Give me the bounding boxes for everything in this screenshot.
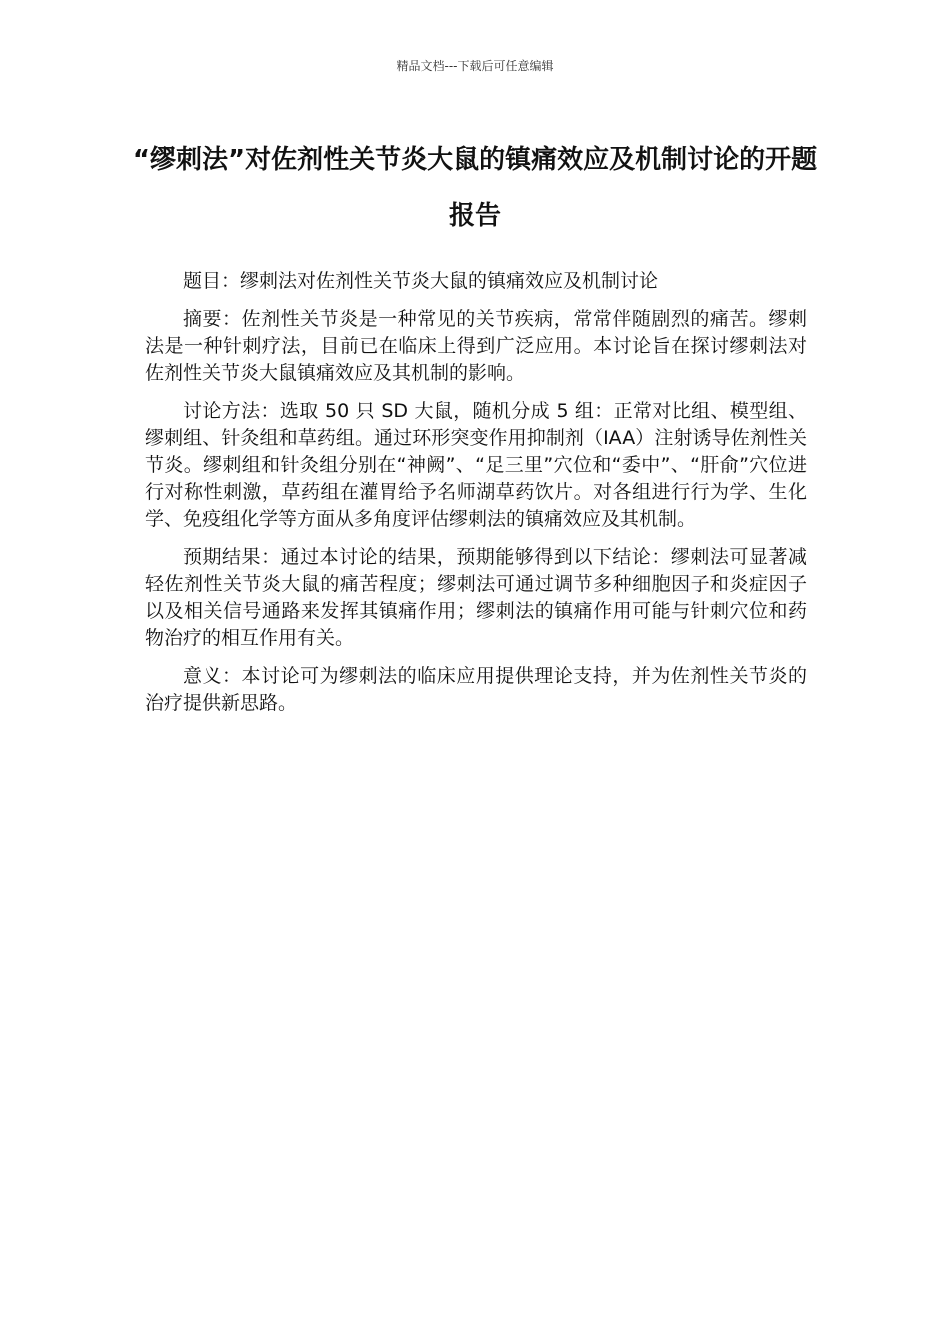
paragraph-expected-results: 预期结果：通过本讨论的结果，预期能够得到以下结论：缪刺法可显著减轻佐剂性关节炎大鼠的痛苦程度；缪刺法可通过调节多种细胞因子和炎症因子以及相关信号通路来发挥其镇痛作用；缪刺法的镇痛作用可能与针刺穴位和药物治疗的相互作用有关。	[145, 546, 807, 649]
header-note: 精品文档---下载后可任意编辑	[396, 59, 554, 73]
document-title: “缪刺法”对佐剂性关节炎大鼠的镇痛效应及机制讨论的开题报告	[132, 145, 818, 231]
paragraph-significance: 意义：本讨论可为缪刺法的临床应用提供理论支持，并为佐剂性关节炎的治疗提供新思路。	[145, 665, 807, 714]
paragraph-abstract: 摘要：佐剂性关节炎是一种常见的关节疾病，常常伴随剧烈的痛苦。缪刺法是一种针刺疗法，目前已在临床上得到广泛应用。本讨论旨在探讨缪刺法对佐剂性关节炎大鼠镇痛效应及其机制的影响。	[145, 308, 807, 384]
paragraph-topic: 题目：缪刺法对佐剂性关节炎大鼠的镇痛效应及机制讨论	[183, 270, 659, 292]
document-body	[145, 268, 807, 728]
paragraph-methods: 讨论方法：选取 50 只 SD 大鼠，随机分成 5 组：正常对比组、模型组、缪刺组、针灸组和草药组。通过环形突变作用抑制剂（IAA）注射诱导佐剂性关节炎。缪刺组和针灸组分别在“神阙”、“足三里”穴位和“委中”、“肝俞”穴位进行对称性刺激，草药组在灌胃给予名师湖草药饮片。对各组进行行为学、生化学、免疫组化学等方面从多角度评估缪刺法的镇痛效应及其机制。	[145, 400, 807, 530]
